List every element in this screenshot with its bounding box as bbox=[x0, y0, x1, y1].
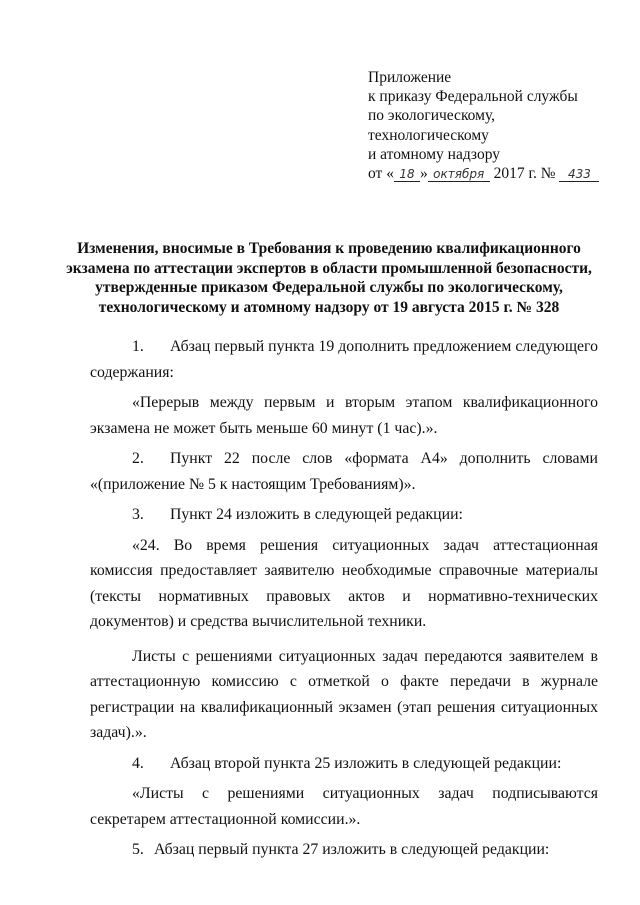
document-body bbox=[90, 334, 598, 868]
document-title: Изменения, вносимые в Требования к проведению квалификационного экзамена по аттестации экспертов в области промышленной безопасности, утвержденные приказом Федеральной службы по экологическому, технологическому и атомному надзору от 19 августа 2015 г. № 328 bbox=[66, 240, 592, 316]
paragraph-text: Абзац первый пункта 27 изложить в следующей редакции: bbox=[154, 841, 550, 858]
date-year: 2017 г. № bbox=[493, 165, 556, 183]
appendix-line-3: по экологическому, bbox=[368, 107, 496, 125]
date-prefix: от « bbox=[368, 165, 394, 183]
paragraph-text: Пункт 22 после слов «формата А4» дополнить словами «(приложение № 5 к настоящим Требованиям)». bbox=[90, 450, 598, 493]
appendix-line-2: к приказу Федеральной службы bbox=[368, 88, 578, 106]
paragraph-text: «Перерыв между первым и вторым этапом квалификационного экзамена не может быть меньше 60 минут (1 час).». bbox=[90, 394, 598, 437]
item-number: 5. bbox=[132, 841, 144, 858]
paragraph-quote-2 bbox=[90, 533, 598, 635]
appendix-line-1: Приложение bbox=[368, 69, 452, 86]
handwritten-month: октября bbox=[428, 167, 490, 182]
item-number: 2. bbox=[132, 450, 144, 467]
appendix-line-5: и атомному надзору bbox=[368, 145, 500, 163]
paragraph-item-3 bbox=[90, 502, 598, 528]
paragraph-quote-1 bbox=[90, 390, 598, 441]
paragraph-item-1 bbox=[90, 334, 598, 385]
item-number: 3. bbox=[132, 506, 144, 523]
appendix-header bbox=[368, 68, 599, 183]
appendix-line-4: технологическому bbox=[368, 126, 489, 144]
item-number: 1. bbox=[132, 338, 144, 355]
paragraph-item-5 bbox=[90, 837, 598, 863]
paragraph-text: Абзац второй пункта 25 изложить в следующей редакции: bbox=[170, 754, 562, 772]
item-number: 4. bbox=[132, 754, 144, 772]
paragraph-quote-3 bbox=[90, 644, 598, 746]
paragraph-quote-4 bbox=[90, 781, 598, 832]
date-mid: » bbox=[419, 165, 428, 183]
paragraph-item-2 bbox=[90, 446, 598, 497]
paragraph-item-4 bbox=[90, 751, 598, 777]
paragraph-text: «24. Во время решения ситуационных задач аттестационная комиссия предоставляет заявителю необходимые справочные материалы (тексты нормативных правовых актов и нормативно-технических документов) и средства вычислительной техники. bbox=[90, 536, 598, 630]
paragraph-text: «Листы с решениями ситуационных задач подписываются секретарем аттестационной комиссии.». bbox=[90, 785, 598, 828]
paragraph-text: Абзац первый пункта 19 дополнить предложением следующего содержания: bbox=[90, 338, 598, 381]
paragraph-text: Пункт 24 изложить в следующей редакции: bbox=[170, 506, 463, 523]
handwritten-day: 18 bbox=[394, 167, 420, 182]
appendix-date-line bbox=[368, 164, 599, 183]
paragraph-text: Листы с решениями ситуационных задач передаются заявителем в аттестационную комиссию с отметкой о факте передачи в журнале регистрации на квалификационный экзамен (этап решения ситуационных задач).». bbox=[90, 647, 598, 741]
handwritten-order-number: 433 bbox=[559, 167, 599, 182]
